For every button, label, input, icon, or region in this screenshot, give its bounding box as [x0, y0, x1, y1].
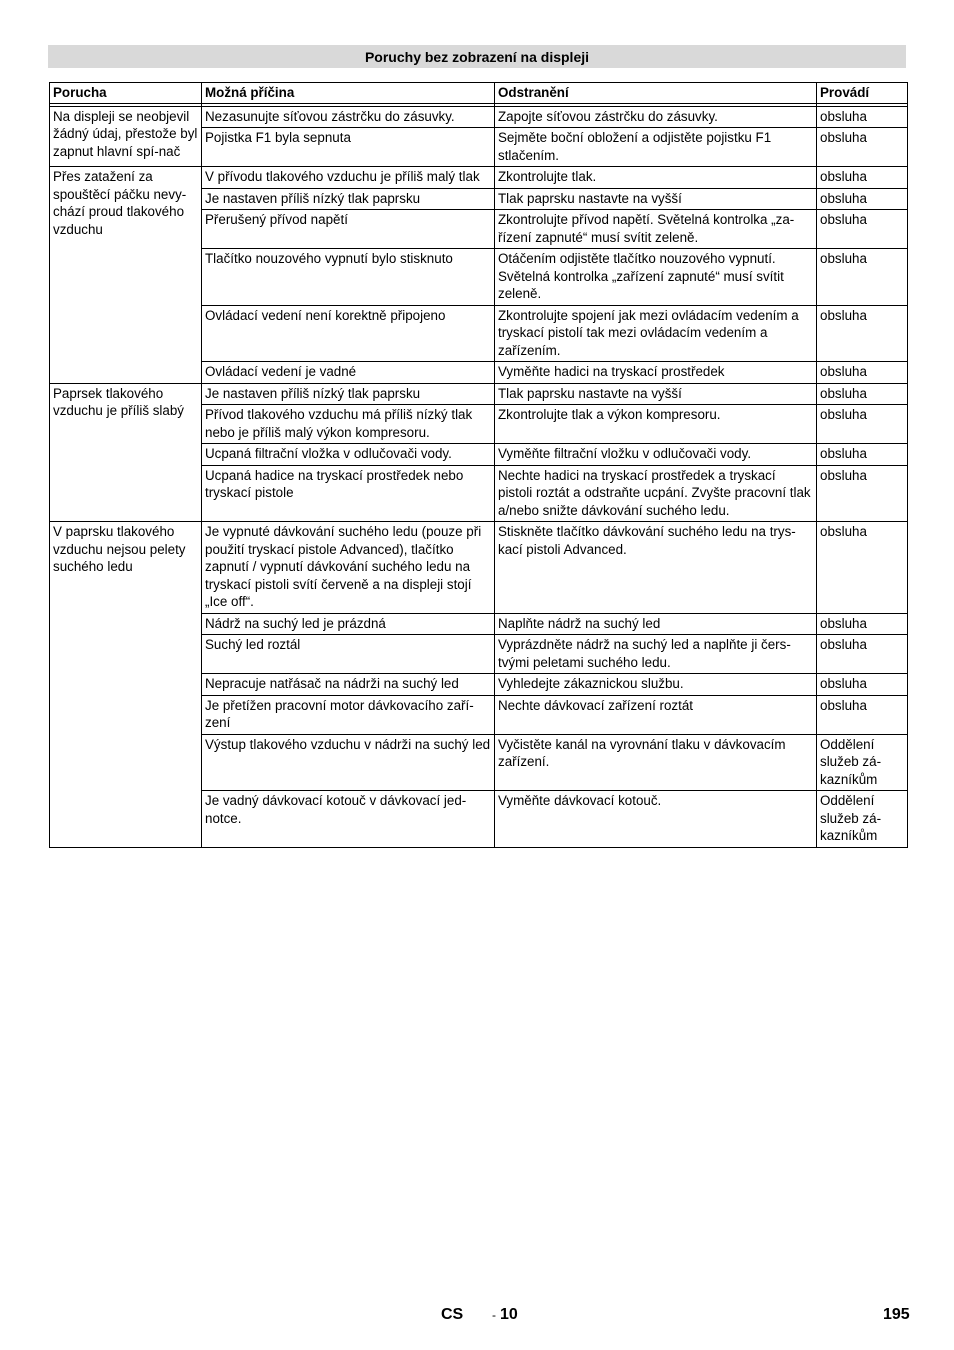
cause-cell: Přerušený přívod napětí: [202, 210, 495, 249]
performed-by-cell: obsluha: [817, 249, 908, 306]
remedy-cell: Zkontrolujte přívod napětí. Světelná kontrolka „za-řízení zapnuté“ musí svítit zeleně.: [495, 210, 817, 249]
remedy-cell: Vyměňte dávkovací kotouč.: [495, 791, 817, 848]
performed-by-cell: obsluha: [817, 210, 908, 249]
performed-by-cell: obsluha: [817, 167, 908, 189]
cause-cell: Výstup tlakového vzduchu v nádrži na suchý led: [202, 734, 495, 791]
footer-dash: -: [492, 1308, 496, 1322]
cause-cell: V přívodu tlakového vzduchu je příliš malý tlak: [202, 167, 495, 189]
performed-by-cell: obsluha: [817, 674, 908, 696]
performed-by-cell: obsluha: [817, 613, 908, 635]
performed-by-cell: obsluha: [817, 188, 908, 210]
section-title: Poruchy bez zobrazení na displeji: [48, 45, 906, 68]
cause-cell: Nádrž na suchý led je prázdná: [202, 613, 495, 635]
cause-cell: Je přetížen pracovní motor dávkovacího zaří-zení: [202, 695, 495, 734]
remedy-cell: Vyměňte filtrační vložku v odlučovači vody.: [495, 444, 817, 466]
table-row: [50, 106, 908, 128]
remedy-cell: Sejměte boční obložení a odjistěte pojistku F1 stlačením.: [495, 128, 817, 167]
remedy-cell: Vyhledejte zákaznickou službu.: [495, 674, 817, 696]
remedy-cell: Nechte hadici na tryskací prostředek a tryskací pistoli roztát a odstraňte ucpání. Zvyšte pracovní tlak a/nebo snižte dávkování suchého ledu.: [495, 465, 817, 522]
cause-cell: Je nastaven příliš nízký tlak paprsku: [202, 188, 495, 210]
performed-by-cell: obsluha: [817, 444, 908, 466]
table-row: [50, 522, 908, 614]
remedy-cell: Zapojte síťovou zástrčku do zásuvky.: [495, 106, 817, 128]
cause-cell: Ucpaná hadice na tryskací prostředek nebo tryskací pistole: [202, 465, 495, 522]
header-fault: Porucha: [50, 83, 202, 104]
performed-by-cell: obsluha: [817, 305, 908, 362]
remedy-cell: Zkontrolujte tlak a výkon kompresoru.: [495, 405, 817, 444]
performed-by-cell: obsluha: [817, 522, 908, 614]
footer-page-number: 195: [883, 1306, 910, 1323]
remedy-cell: Stiskněte tlačítko dávkování suchého ledu na trys-kací pistoli Advanced.: [495, 522, 817, 614]
cause-cell: Ovládací vedení je vadné: [202, 362, 495, 384]
remedy-cell: Nechte dávkovací zařízení roztát: [495, 695, 817, 734]
cause-cell: Nezasunujte síťovou zástrčku do zásuvky.: [202, 106, 495, 128]
remedy-cell: Naplňte nádrž na suchý led: [495, 613, 817, 635]
header-cause: Možná příčina: [202, 83, 495, 104]
footer-language: CS: [441, 1306, 464, 1323]
footer-section-page: [492, 1306, 518, 1324]
cause-cell: Přívod tlakového vzduchu má příliš nízký tlak nebo je příliš malý výkon kompresoru.: [202, 405, 495, 444]
cause-cell: Pojistka F1 byla sepnuta: [202, 128, 495, 167]
remedy-cell: Vyprázdněte nádrž na suchý led a naplňte ji čers-tvými peletami suchého ledu.: [495, 635, 817, 674]
table-body: [50, 103, 908, 847]
performed-by-cell: obsluha: [817, 405, 908, 444]
header-performed-by: Provádí: [817, 83, 908, 104]
cause-cell: Ovládací vedení není korektně připojeno: [202, 305, 495, 362]
fault-cell: Na displeji se neobjevil žádný údaj, přestože byl zapnut hlavní spí-nač: [50, 106, 202, 167]
cause-cell: Ucpaná filtrační vložka v odlučovači vody.: [202, 444, 495, 466]
remedy-cell: Zkontrolujte tlak.: [495, 167, 817, 189]
cause-cell: Nepracuje natřásač na nádrži na suchý led: [202, 674, 495, 696]
cause-cell: Je nastaven příliš nízký tlak paprsku: [202, 383, 495, 405]
cause-cell: Tlačítko nouzového vypnutí bylo stisknuto: [202, 249, 495, 306]
header-remedy: Odstranění: [495, 83, 817, 104]
remedy-cell: Otáčením odjistěte tlačítko nouzového vypnutí. Světelná kontrolka „zařízení zapnuté“ musí svítit zeleně.: [495, 249, 817, 306]
performed-by-cell: obsluha: [817, 635, 908, 674]
performed-by-cell: obsluha: [817, 362, 908, 384]
performed-by-cell: Oddělení služeb zá-kazníkům: [817, 734, 908, 791]
fault-cell: Přes zatažení za spouštěcí páčku nevy-chází proud tlakového vzduchu: [50, 167, 202, 384]
remedy-cell: Vyčistěte kanál na vyrovnání tlaku v dávkovacím zařízení.: [495, 734, 817, 791]
performed-by-cell: obsluha: [817, 695, 908, 734]
cause-cell: Je vypnuté dávkování suchého ledu (pouze při použití tryskací pistole Advanced), tlačítko zapnutí / vypnutí dávkování suchého ledu na tryskací pistoli svítí červeně a na displeji stojí „Ice off“.: [202, 522, 495, 614]
fault-cell: V paprsku tlakového vzduchu nejsou pelety suchého ledu: [50, 522, 202, 848]
fault-cell: Paprsek tlakového vzduchu je příliš slabý: [50, 383, 202, 522]
table-row: [50, 167, 908, 189]
remedy-cell: Zkontrolujte spojení jak mezi ovládacím vedením a tryskací pistolí tak mezi ovládacím vedením a zařízením.: [495, 305, 817, 362]
table-row: [50, 383, 908, 405]
remedy-cell: Vyměňte hadici na tryskací prostředek: [495, 362, 817, 384]
remedy-cell: Tlak paprsku nastavte na vyšší: [495, 188, 817, 210]
performed-by-cell: obsluha: [817, 383, 908, 405]
performed-by-cell: obsluha: [817, 128, 908, 167]
fault-table: [49, 82, 908, 848]
cause-cell: Je vadný dávkovací kotouč v dávkovací jed-notce.: [202, 791, 495, 848]
footer-section-number: 10: [500, 1306, 518, 1323]
performed-by-cell: obsluha: [817, 106, 908, 128]
performed-by-cell: obsluha: [817, 465, 908, 522]
cause-cell: Suchý led roztál: [202, 635, 495, 674]
table-header-row: [50, 83, 908, 104]
performed-by-cell: Oddělení služeb zá-kazníkům: [817, 791, 908, 848]
remedy-cell: Tlak paprsku nastavte na vyšší: [495, 383, 817, 405]
